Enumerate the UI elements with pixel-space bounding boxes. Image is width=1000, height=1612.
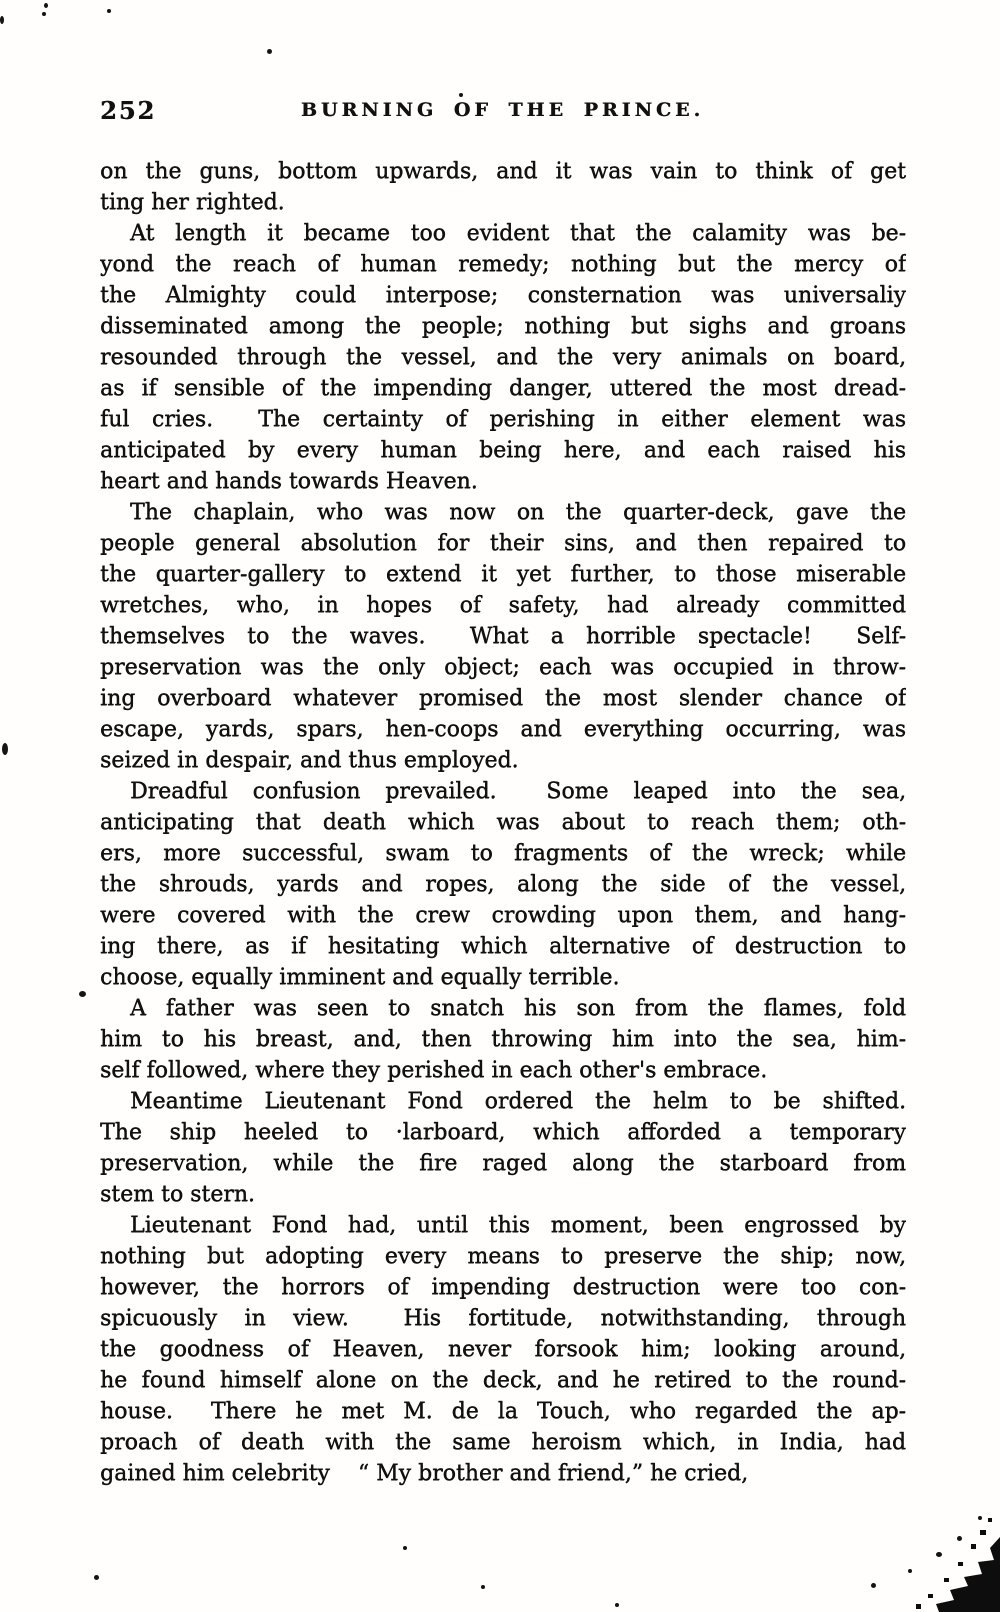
text-line: themselves to the waves. What a horrible spectacle! Self-: [100, 624, 906, 649]
text-line: him to his breast, and, then throwing him into the sea, him-: [100, 1027, 906, 1052]
paragraph: [100, 993, 906, 1086]
text-line: At length it became too evident that the calamity was be-: [130, 221, 906, 246]
text-line: proach of death with the same heroism which, in India, had: [100, 1430, 906, 1455]
scan-speck-artifact: [94, 1575, 99, 1580]
text-line: stem to stern.: [100, 1182, 255, 1207]
text-line: escape, yards, spars, hen-coops and everything occurring, was: [100, 717, 906, 742]
text-line: ful cries. The certainty of perishing in either element was: [100, 407, 906, 432]
text-line: Dreadful confusion prevailed. Some leaped into the sea,: [130, 779, 906, 804]
text-line: the Almighty could interpose; consternation was universaliy: [100, 283, 906, 308]
scan-speck-artifact: [107, 9, 111, 13]
text-line: he found himself alone on the deck, and he retired to the round-: [100, 1368, 906, 1393]
text-line: seized in despair, and thus employed.: [100, 748, 519, 773]
text-line: preservation, while the fire raged along the starboard from: [100, 1151, 906, 1176]
scan-speck-artifact: [459, 93, 463, 97]
text-line: choose, equally imminent and equally terrible.: [100, 965, 620, 990]
scan-speck-artifact: [79, 991, 86, 997]
text-line: nothing but adopting every means to preserve the ship; now,: [100, 1244, 906, 1269]
text-line: ting her righted.: [100, 190, 285, 215]
scan-speck-artifact: [0, 16, 4, 24]
text-line: The ship heeled to ·larboard, which afforded a temporary: [100, 1120, 906, 1145]
page-header: [100, 96, 905, 126]
text-line: the goodness of Heaven, never forsook him; looking around,: [100, 1337, 906, 1362]
running-header-title: BURNING OF THE PRINCE.: [300, 99, 705, 121]
text-line: were covered with the crew crowding upon them, and hang-: [100, 903, 906, 928]
text-line: the shrouds, yards and ropes, along the side of the vessel,: [100, 872, 906, 897]
scan-speck-artifact: [403, 1546, 407, 1550]
text-line: wretches, who, in hopes of safety, had already committed: [100, 593, 906, 618]
text-line: on the guns, bottom upwards, and it was vain to think of get: [100, 159, 906, 184]
text-line: preservation was the only object; each was occupied in throw-: [100, 655, 906, 680]
paragraph: [100, 1086, 906, 1210]
text-line: anticipating that death which was about to reach them; oth-: [100, 810, 906, 835]
paragraph: [100, 218, 906, 497]
text-line: self followed, where they perished in each other's embrace.: [100, 1058, 768, 1083]
text-line: the quarter-gallery to extend it yet further, to those miserable: [100, 562, 906, 587]
paragraph: [100, 1210, 906, 1489]
scan-speck-artifact: [615, 1603, 619, 1607]
page-body: [100, 156, 906, 1489]
paragraph: [100, 156, 906, 218]
text-line: however, the horrors of impending destruction were too con-: [100, 1275, 906, 1300]
scan-speck-artifact: [267, 49, 272, 54]
text-line: house. There he met M. de la Touch, who regarded the ap-: [100, 1399, 906, 1424]
text-line: spicuously in view. His fortitude, notwithstanding, through: [100, 1306, 906, 1331]
text-line: Meantime Lieutenant Fond ordered the helm to be shifted.: [130, 1089, 906, 1114]
scan-speck-artifact: [44, 3, 48, 8]
paragraph: [100, 776, 906, 993]
page-number: 252: [100, 96, 157, 125]
scan-speck-artifact: [42, 12, 46, 16]
scan-speck-artifact: [481, 1585, 485, 1589]
text-line: Lieutenant Fond had, until this moment, been engrossed by: [130, 1213, 906, 1238]
scan-speck-artifact: [871, 1583, 876, 1588]
text-line: resounded through the vessel, and the very animals on board,: [100, 345, 906, 370]
text-line: people general absolution for their sins, and then repaired to: [100, 531, 906, 556]
corner-ink-smudge-artifact: [840, 1482, 1000, 1612]
text-line: gained him celebrity “ My brother and friend,” he cried,: [100, 1461, 749, 1486]
text-line: anticipated by every human being here, and each raised his: [100, 438, 906, 463]
text-line: as if sensible of the impending danger, uttered the most dread-: [100, 376, 906, 401]
scan-speck-artifact: [978, 1516, 982, 1520]
scan-speck-artifact: [936, 1552, 942, 1557]
text-line: ing there, as if hesitating which alternative of destruction to: [100, 934, 906, 959]
text-line: disseminated among the people; nothing but sighs and groans: [100, 314, 906, 339]
paragraph: [100, 497, 906, 776]
text-line: A father was seen to snatch his son from the flames, fold: [130, 996, 906, 1021]
scan-speck-artifact: [957, 1536, 962, 1541]
text-line: ers, more successful, swam to fragments of the wreck; while: [100, 841, 906, 866]
text-line: The chaplain, who was now on the quarter-deck, gave the: [130, 500, 906, 525]
scan-speck-artifact: [2, 743, 8, 755]
text-line: heart and hands towards Heaven.: [100, 469, 478, 494]
text-line: yond the reach of human remedy; nothing but the mercy of: [100, 252, 906, 277]
text-line: ing overboard whatever promised the most slender chance of: [100, 686, 906, 711]
scan-speck-artifact: [908, 1569, 912, 1573]
